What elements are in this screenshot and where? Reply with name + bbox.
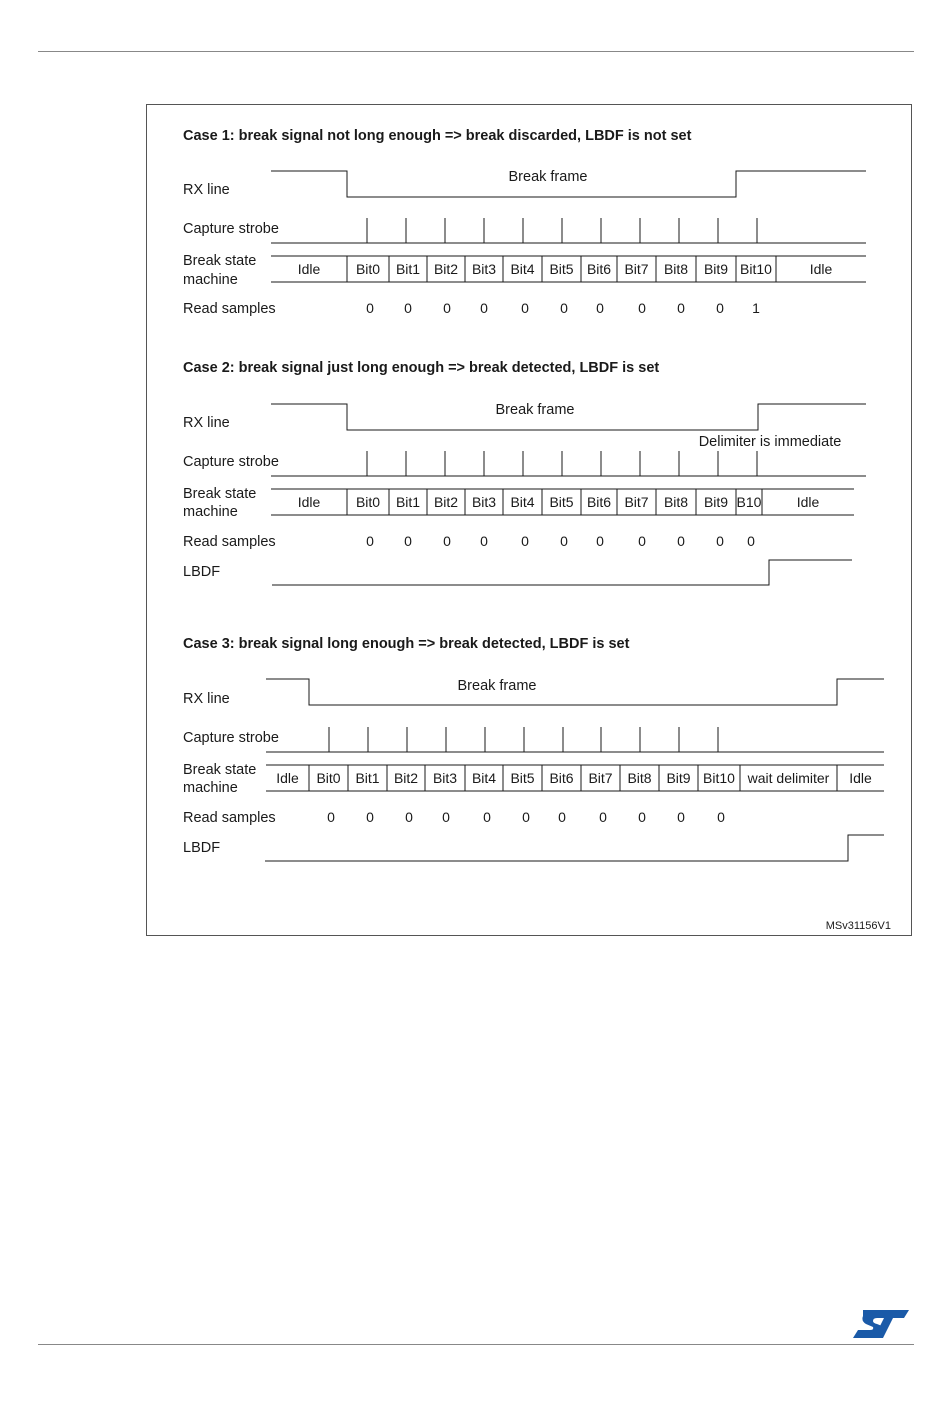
read-sample-value: 0	[717, 809, 725, 825]
bsm-state-cell: Bit9	[703, 494, 729, 510]
read-sample-value: 0	[521, 300, 529, 316]
bsm-state-cell: Idle	[297, 494, 321, 510]
read-samples-label: Read samples	[183, 301, 276, 317]
break-state-label: machine	[183, 504, 238, 520]
read-sample-value: 0	[443, 300, 451, 316]
bsm-state-cell: Bit6	[586, 261, 612, 277]
read-sample-value: 0	[442, 809, 450, 825]
bsm-state-cell: Bit1	[395, 261, 421, 277]
read-sample-value: 0	[677, 533, 685, 549]
capture-strobe-label: Capture strobe	[183, 221, 279, 237]
footer-rule	[38, 1344, 914, 1345]
case-title: Case 2: break signal just long enough => break detected, LBDF is set	[183, 360, 660, 376]
bsm-state-cell: Bit4	[510, 261, 535, 277]
break-state-label: Break state	[183, 253, 257, 269]
bsm-state-cell: Bit7	[624, 261, 649, 277]
bsm-state-cell: B10	[736, 494, 762, 510]
bsm-state-cell: Bit5	[510, 770, 535, 786]
bsm-state-cell: Bit10	[740, 261, 772, 277]
read-sample-value: 0	[596, 300, 604, 316]
bsm-state-cell: Bit3	[471, 494, 497, 510]
bsm-state-cell: Bit3	[471, 261, 497, 277]
read-sample-value: 0	[404, 533, 412, 549]
bsm-state-cell: Idle	[849, 770, 872, 786]
bsm-state-cell: Bit4	[510, 494, 535, 510]
read-sample-value: 0	[596, 533, 604, 549]
capture-strobe-label: Capture strobe	[183, 454, 279, 470]
read-sample-value: 0	[638, 809, 646, 825]
read-sample-value: 0	[483, 809, 491, 825]
read-sample-value: 0	[480, 300, 488, 316]
read-samples-label: Read samples	[183, 534, 276, 550]
bsm-state-cell: Bit8	[663, 261, 689, 277]
bsm-state-cell: Bit8	[663, 494, 689, 510]
bsm-state-cell: Bit3	[432, 770, 458, 786]
bsm-state-cell: Idle	[276, 770, 299, 786]
bsm-state-cell: Bit5	[549, 261, 574, 277]
read-sample-value: 0	[599, 809, 607, 825]
lbdf-label: LBDF	[183, 564, 221, 580]
rx-line-waveform	[266, 679, 884, 705]
read-sample-value: 0	[405, 809, 413, 825]
bsm-state-cell: Bit0	[355, 494, 381, 510]
bsm-state-cell: Bit2	[393, 770, 419, 786]
read-sample-value: 0	[327, 809, 335, 825]
read-sample-value: 0	[366, 300, 374, 316]
bsm-state-cell: Bit1	[395, 494, 421, 510]
break-frame-label: Break frame	[508, 169, 588, 185]
bsm-state-cell: Bit2	[433, 494, 459, 510]
read-sample-value: 0	[747, 533, 755, 549]
break-state-label: Break state	[183, 486, 257, 502]
read-sample-value: 0	[522, 809, 530, 825]
read-sample-value: 0	[558, 809, 566, 825]
bsm-state-cell: Idle	[809, 261, 833, 277]
delimiter-annotation: Delimiter is immediate	[698, 434, 842, 450]
lbdf-waveform	[272, 560, 852, 585]
capture-strobe-label: Capture strobe	[183, 730, 279, 746]
bsm-state-cell: Idle	[297, 261, 321, 277]
read-sample-value: 1	[752, 300, 760, 316]
read-sample-value: 0	[677, 809, 685, 825]
break-state-label: machine	[183, 272, 238, 288]
bsm-state-cell: Bit1	[355, 770, 380, 786]
rx-line-label: RX line	[183, 415, 230, 431]
bsm-state-cell: Bit8	[627, 770, 652, 786]
read-sample-value: 0	[716, 300, 724, 316]
bsm-state-cell: Bit7	[588, 770, 613, 786]
bsm-state-cell: Bit10	[703, 770, 735, 786]
case-title: Case 3: break signal long enough => break detected, LBDF is set	[183, 636, 630, 652]
read-sample-value: 0	[480, 533, 488, 549]
lbdf-waveform	[265, 835, 884, 861]
case-title: Case 1: break signal not long enough => break discarded, LBDF is not set	[183, 128, 692, 144]
bsm-state-cell: Bit9	[703, 261, 729, 277]
break-frame-label: Break frame	[495, 402, 575, 418]
break-frame-label: Break frame	[457, 678, 537, 694]
bsm-state-cell: Bit4	[471, 770, 497, 786]
bsm-state-cell: Bit0	[316, 770, 341, 786]
bsm-state-cell: Bit2	[433, 261, 459, 277]
read-sample-value: 0	[716, 533, 724, 549]
bsm-state-cell: Bit6	[549, 770, 574, 786]
bsm-state-cell: Bit6	[586, 494, 612, 510]
read-sample-value: 0	[677, 300, 685, 316]
read-sample-value: 0	[560, 533, 568, 549]
read-sample-value: 0	[366, 809, 374, 825]
read-sample-value: 0	[443, 533, 451, 549]
read-sample-value: 0	[638, 533, 646, 549]
bsm-state-cell: Bit5	[549, 494, 574, 510]
read-sample-value: 0	[521, 533, 529, 549]
bsm-state-cell: Idle	[796, 494, 820, 510]
st-logo-icon	[853, 1308, 909, 1340]
bsm-state-cell: Bit7	[624, 494, 649, 510]
rx-line-label: RX line	[183, 691, 230, 707]
read-sample-value: 0	[404, 300, 412, 316]
break-state-label: machine	[183, 780, 238, 796]
bsm-state-cell: wait delimiter	[747, 770, 830, 786]
read-sample-value: 0	[366, 533, 374, 549]
bsm-state-cell: Bit0	[355, 261, 381, 277]
figure-id: MSv31156V1	[825, 920, 891, 932]
read-sample-value: 0	[638, 300, 646, 316]
break-state-label: Break state	[183, 762, 257, 778]
read-samples-label: Read samples	[183, 810, 276, 826]
read-sample-value: 0	[560, 300, 568, 316]
rx-line-label: RX line	[183, 182, 230, 198]
bsm-state-cell: Bit9	[666, 770, 691, 786]
lbdf-label: LBDF	[183, 840, 221, 856]
